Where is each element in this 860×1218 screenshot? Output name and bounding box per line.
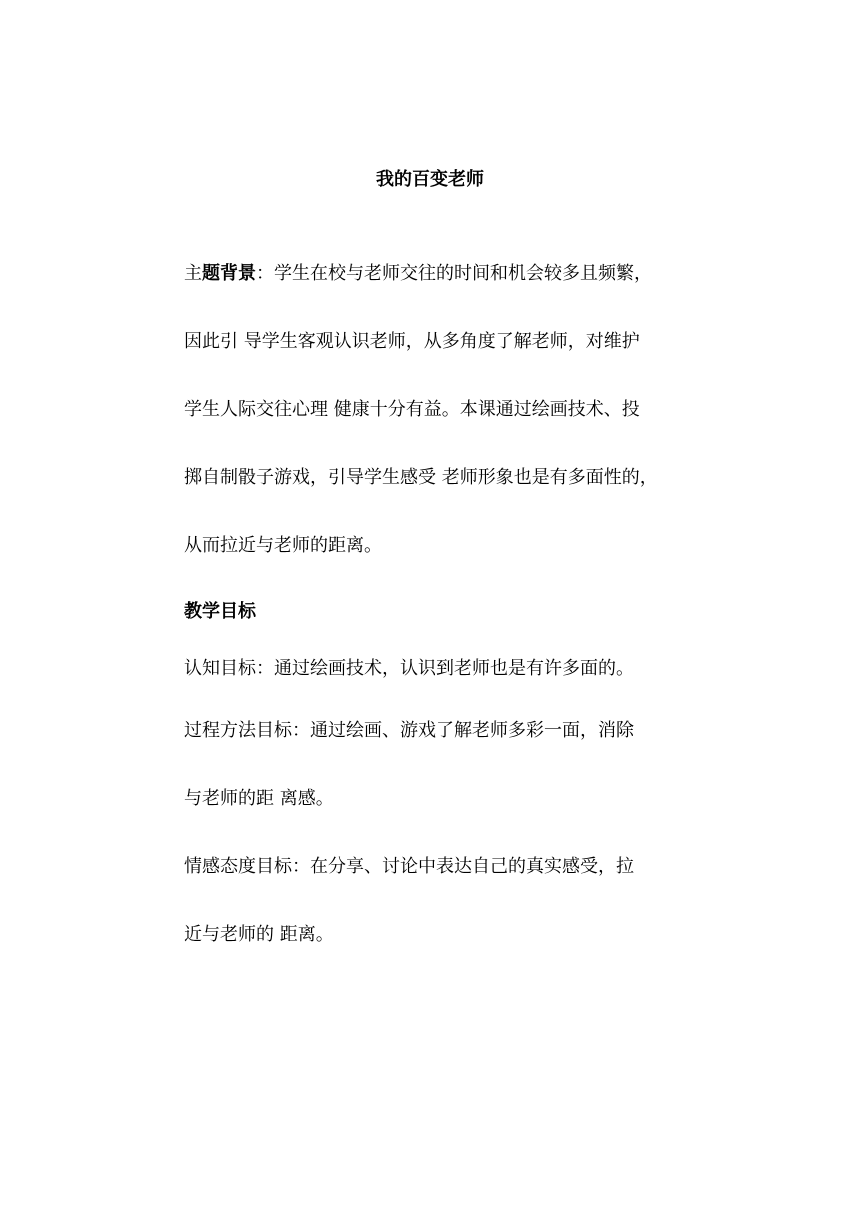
background-line-4: 掷自制骰子游戏，引导学生感受 老师形象也是有多面性的， [184, 467, 658, 488]
emotion-objective-line-2: 近与老师的 距离。 [184, 924, 334, 945]
cognitive-objective: 认知目标：通过绘画技术，认识到老师也是有许多面的。 [184, 658, 634, 679]
background-prefix: 主 [184, 263, 202, 284]
objectives-heading: 教学目标 [184, 601, 256, 622]
background-text-1: ：学生在校与老师交往的时间和机会较多且频繁， [256, 263, 652, 284]
document-title: 我的百变老师 [376, 169, 484, 190]
background-label: 题背景 [202, 263, 256, 284]
background-line-2: 因此引 导学生客观认识老师，从多角度了解老师，对维护 [184, 331, 640, 352]
process-objective-line-2: 与老师的距 离感。 [184, 788, 334, 809]
emotion-objective-line-1: 情感态度目标：在分享、讨论中表达自己的真实感受，拉 [184, 856, 634, 877]
background-line-3: 学生人际交往心理 健康十分有益。本课通过绘画技术、投 [184, 399, 640, 420]
process-objective-line-1: 过程方法目标：通过绘画、游戏了解老师多彩一面，消除 [184, 720, 634, 741]
background-line-5: 从而拉近与老师的距离。 [184, 535, 382, 556]
background-line-1 [184, 262, 684, 286]
